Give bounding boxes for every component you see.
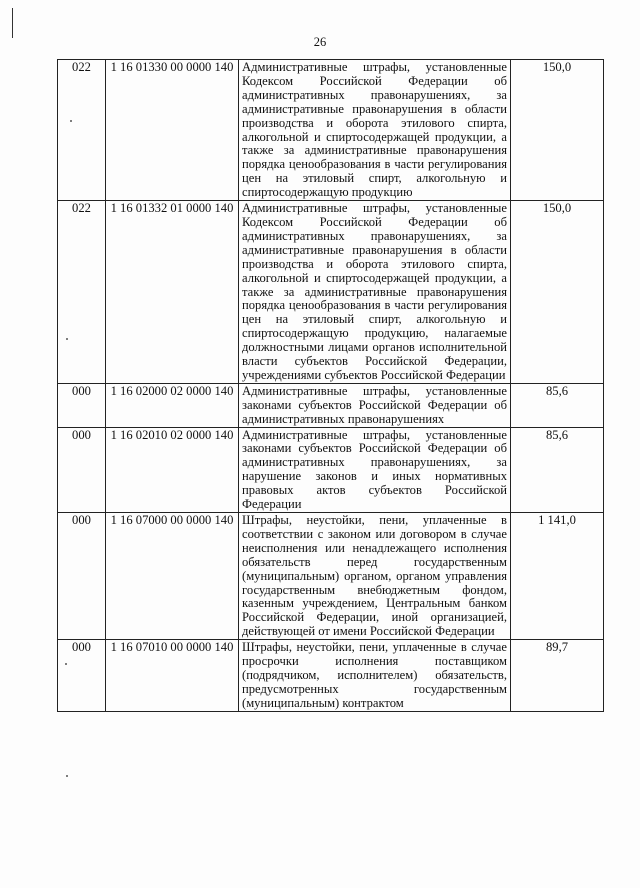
page-edge-line [12,8,13,38]
admin-code-cell: 000 [58,383,106,427]
amount-cell: 150,0 [511,201,604,384]
classification-code-cell: 1 16 01330 00 0000 140 [106,60,239,201]
classification-code-cell: 1 16 01332 01 0000 140 [106,201,239,384]
classification-code-cell: 1 16 07010 00 0000 140 [106,640,239,712]
admin-code-cell: 000 [58,427,106,512]
table-row [58,640,604,712]
scan-speck [70,120,72,122]
table-row [58,513,604,640]
description-cell: Административные штрафы, установленные Кодексом Российской Федерации об административных правонарушениях, за административные правонарушения в области производства и оборота этилового спирта, алкогольной и спиртосодержащей продукции, а также за административные правонарушения порядка ценообразования в части регулирования цен на этиловый спирт, алкогольную и спиртосодержащую продукцию, налагаемые должностными лицами органов исполнительной власти субъектов Российской Федерации, учреждениями субъектов Российской Федерации [239,201,511,384]
amount-cell: 89,7 [511,640,604,712]
revenue-table [57,59,604,712]
page-number: 26 [313,35,327,49]
classification-code-cell: 1 16 02000 02 0000 140 [106,383,239,427]
table-row [58,201,604,384]
description-cell: Административные штрафы, установленные законами субъектов Российской Федерации об административных правонарушениях [239,383,511,427]
amount-cell: 150,0 [511,60,604,201]
amount-cell: 1 141,0 [511,513,604,640]
classification-code-cell: 1 16 07000 00 0000 140 [106,513,239,640]
scan-speck [66,775,68,777]
table-row [58,383,604,427]
amount-cell: 85,6 [511,427,604,512]
classification-code-cell: 1 16 02010 02 0000 140 [106,427,239,512]
description-cell: Штрафы, неустойки, пени, уплаченные в случае просрочки исполнения поставщиком (подрядчиком, исполнителем) обязательств, предусмотренных государственным (муниципальным) контрактом [239,640,511,712]
amount-cell: 85,6 [511,383,604,427]
scan-speck [66,338,68,340]
table-row [58,427,604,512]
admin-code-cell: 022 [58,201,106,384]
scan-speck [65,663,67,665]
table-row [58,60,604,201]
description-cell: Штрафы, неустойки, пени, уплаченные в соответствии с законом или договором в случае неисполнения или ненадлежащего исполнения обязательств перед государственным (муниципальным) органом, органом управления государственным внебюджетным фондом, казенным учреждением, Центральным банком Российской Федерации, иной организацией, действующей от имени Российской Федерации [239,513,511,640]
admin-code-cell: 022 [58,60,106,201]
description-cell: Административные штрафы, установленные законами субъектов Российской Федерации об административных правонарушениях, за нарушение законов и иных нормативных правовых актов субъектов Российской Федерации [239,427,511,512]
admin-code-cell: 000 [58,640,106,712]
admin-code-cell: 000 [58,513,106,640]
description-cell: Административные штрафы, установленные Кодексом Российской Федерации об административных правонарушениях, за административные правонарушения в области производства и оборота этилового спирта, алкогольной и спиртосодержащей продукции, а также за административные правонарушения порядка ценообразования в части регулирования цен на этиловый спирт, алкогольную и спиртосодержащую продукцию [239,60,511,201]
